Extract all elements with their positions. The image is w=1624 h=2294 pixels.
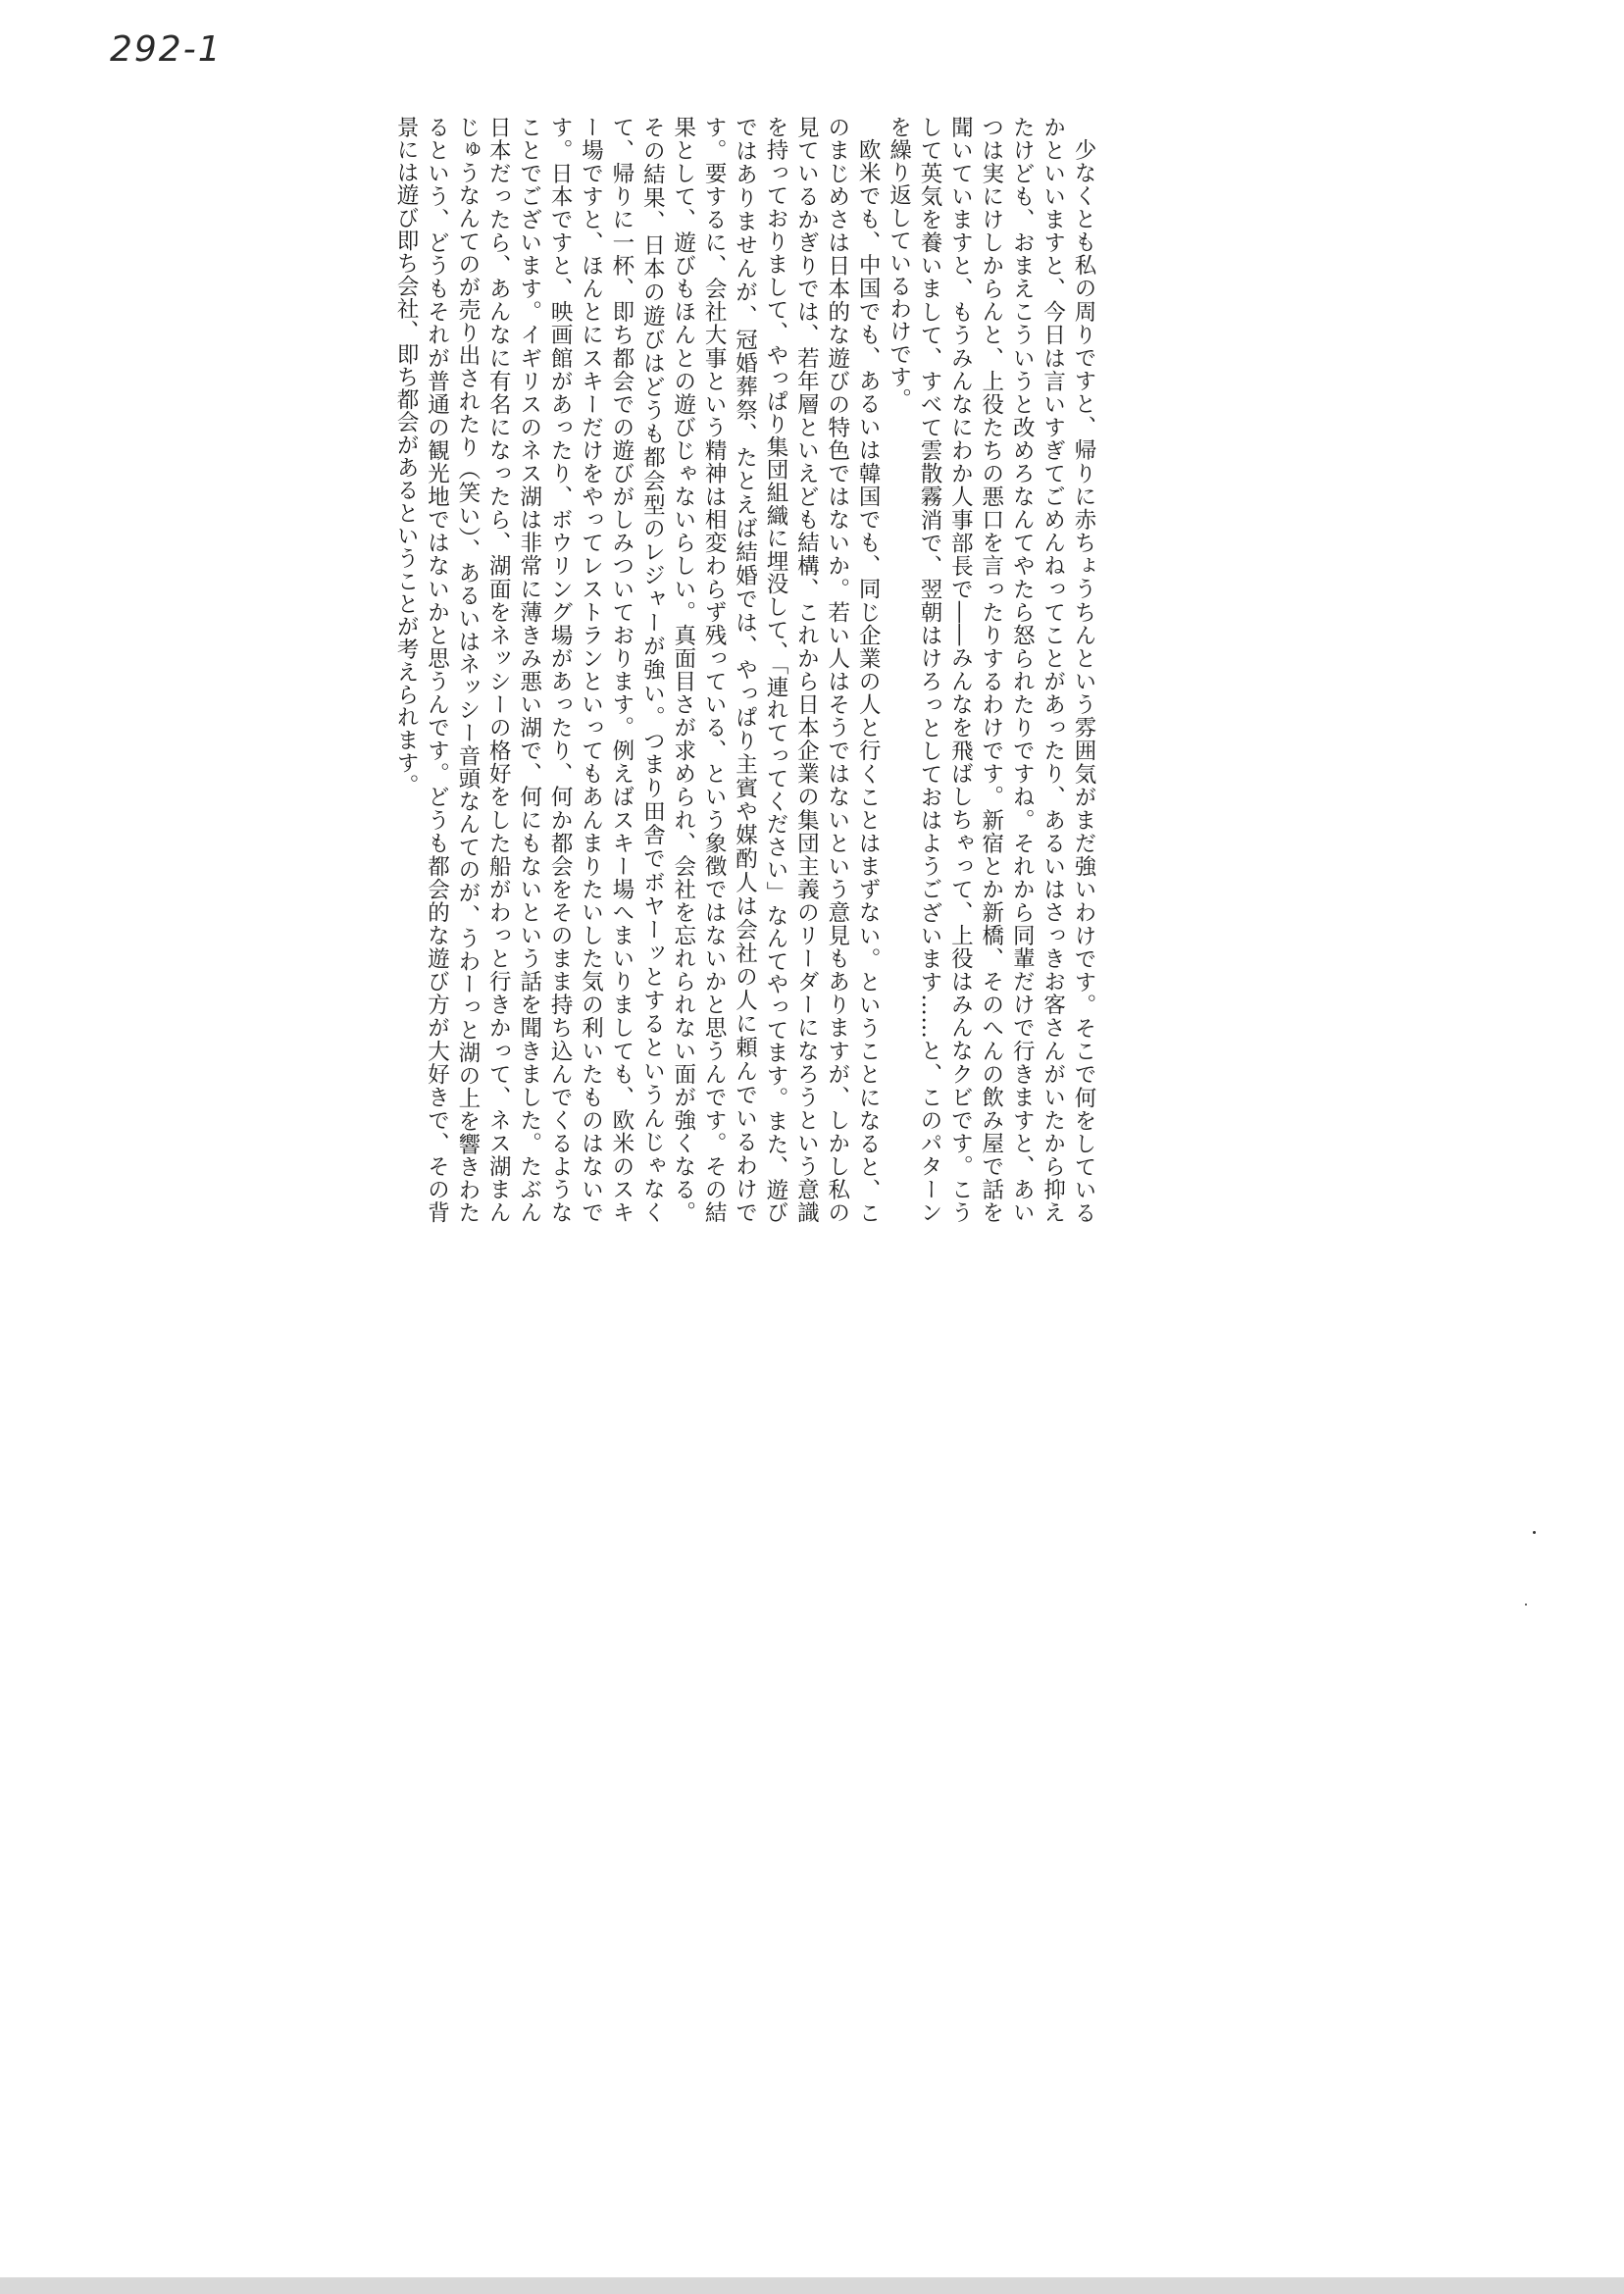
- handwritten-page-number: 292-1: [110, 29, 223, 70]
- paragraph-1: 少なくとも私の周りですと、帰りに赤ちょうちんという雰囲気がまだ強いわけです。そこで何をしているかといいますと、今日は言いすぎてごめんねってことがあったり、あるいはさっきお客さんがいたから抑えたけども、おまえこういうと改めろなんてやたら怒られたりですね。それから同輩だけで行きますと、あいつは実にけしからんと、上役たちの悪口を言ったりするわけです。新宿とか新橋、そのへんの飲み屋で話を聞いていますと、もうみんなにわか人事部長で――みんなを飛ばしちゃって、上役はみんなクビです。こうして英気を養いまして、すべて雲散霧消で、翌朝はけろっとしておはようございます……と、このパターンを繰り返しているわけです。: [886, 116, 1096, 1224]
- scan-bottom-edge: [0, 2277, 1624, 2294]
- scan-speck: [1525, 1604, 1527, 1606]
- vertical-text-block: [78, 116, 1098, 1224]
- scan-speck: [1533, 1531, 1536, 1534]
- paragraph-2: 欧米でも、中国でも、あるいは韓国でも、同じ企業の人と行くことはまずない。ということになると、このまじめさは日本的な遊びの特色ではないか。若い人はそうではないという意見もありますが、しかし私の見ているかぎりでは、若年層といえども結構、これから日本企業の集団主義のリーダーになろうという意識を持っておりまして、やっぱり集団組織に埋没して、「連れてってください」なんてやってます。また、遊びではありませんが、冠婚葬祭、たとえば結婚では、やっぱり主賓や媒酌人は会社の人に頼んでいるわけです。要するに、会社大事という精神は相変わらず残っている、という象徴ではないかと思うんです。その結果として、遊びもほんとの遊びじゃないらしい。真面目さが求められ、会社を忘れられない面が強くなる。その結果、日本の遊びはどうも都会型のレジャーが強い。つまり田舎でボヤーッとするというんじゃなくて、帰りに一杯、即ち都会での遊びがしみついております。例えばスキー場へまいりましても、欧米のスキー場ですと、ほんとにスキーだけをやってレストランといってもあんまりたいした気の利いたものはないです。日本ですと、映画館があったり、ボウリング場があったり、何か都会をそのまま持ち込んでくるようなことでございます。イギリスのネス湖は非常に薄きみ悪い湖で、何にもないという話を聞きました。たぶん日本だったら、あんなに有名になったら、湖面をネッシーの格好をした船がわっと行きかって、ネス湖まんじゅうなんてのが売り出されたり（笑い）、あるいはネッシー音頭なんてのが、うわーっと湖の上を響きわたるという、どうもそれが普通の観光地ではないかと思うんです。どうも都会的な遊び方が大好きで、その背景には遊び即ち会社、即ち都会があるということが考えられます。: [393, 116, 882, 1224]
